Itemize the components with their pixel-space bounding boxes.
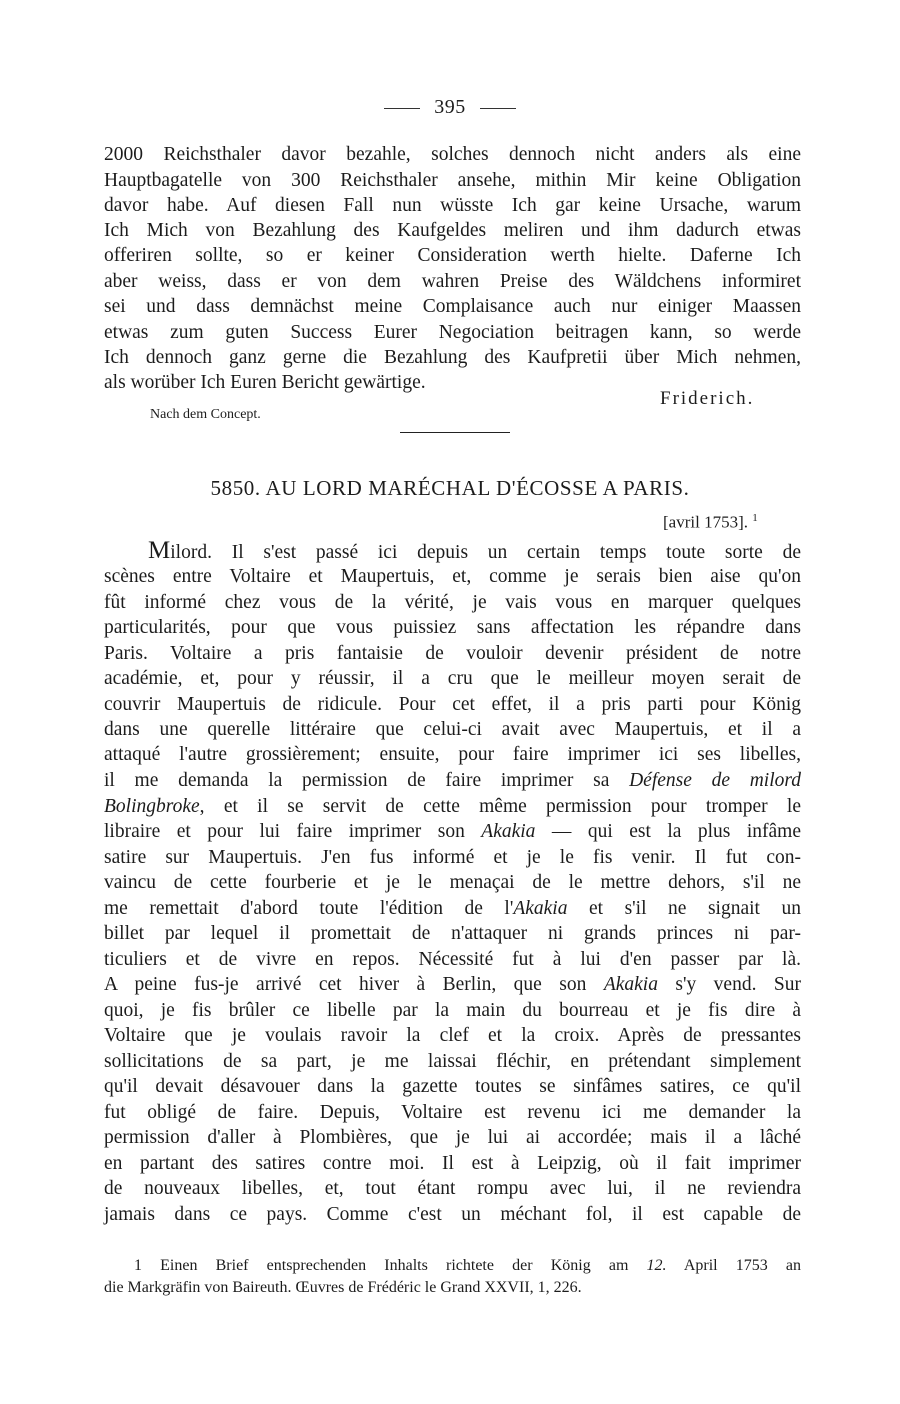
text-line: dans une querelle littéraire que celui-ci avait avec Maupertuis, et il a (104, 719, 801, 740)
text-line: Hauptbagatelle von 300 Reichsthaler ansehe, mithin Mir keine Obligation (104, 170, 801, 191)
text-span: , et il se servit de cette même permission pour tromper le (199, 796, 801, 817)
text-line: sei und dass demnächst meine Complaisance auch nur einiger Maassen (104, 296, 801, 317)
footnote-line: die Markgräfin von Baireuth. Œuvres de Frédéric le Grand XXVII, 1, 226. (104, 1279, 582, 1296)
text-line: satire sur Maupertuis. J'en fus informé et je le fis venir. Il fut con- (104, 847, 801, 868)
title-italic: Bolingbroke (104, 796, 200, 817)
text-line: vaincu de cette fourberie et je le menaçai de le mettre dehors, s'il ne (104, 872, 801, 893)
text-line: qu'il devait désavouer dans la gazette toutes se sinfâmes satires, ce qu'il (104, 1076, 801, 1097)
title-italic: Akakia (481, 821, 536, 842)
text-line: Ich dennoch ganz gerne die Bezahlung des Kaufpretii über Mich nehmen, (104, 347, 801, 368)
text-line: fut obligé de faire. Depuis, Voltaire est revenu ici me demander la (104, 1102, 801, 1123)
text-line: als worüber Ich Euren Bericht gewärtige. (104, 372, 426, 393)
text-line (148, 539, 801, 565)
text-line: en partant des satires contre moi. Il est à Leipzig, où il fait imprimer (104, 1153, 801, 1174)
title-italic: Défense de milord (629, 770, 802, 791)
text-span: 1 Einen Brief entsprechenden Inhalts richtete der König am (134, 1257, 647, 1274)
footnote-line (104, 1256, 801, 1276)
text-line: de nouveaux libelles, et, tout étant rompu avec lui, il ne reviendra (104, 1178, 801, 1199)
text-line: académie, et, pour y réussir, il a cru que le meilleur moyen serait de (104, 668, 801, 689)
text-line: fût informé chez vous de la vérité, je vais vous en marquer quelques (104, 592, 801, 613)
title-italic: Akakia (513, 898, 568, 919)
section-divider (400, 432, 510, 433)
text-span: s'y vend. Sur (657, 974, 801, 995)
text-line (104, 973, 801, 997)
text-line: Voltaire que je voulais ravoir la clef et la croix. Après de pressantes (104, 1025, 801, 1046)
text-span: libraire et pour lui faire imprimer son (104, 821, 482, 842)
page-number: 395 (434, 96, 466, 118)
title-italic: Akakia (603, 974, 658, 995)
text-line: jamais dans ce pays. Comme c'est un méchant fol, il est capable de (104, 1204, 801, 1225)
salutation-initial: M (148, 537, 171, 564)
text-line: quoi, je fis brûler ce libelle par la main du bourreau et je fis dire à (104, 1000, 801, 1021)
text-line: scènes entre Voltaire et Maupertuis, et, comme je serais bien aise qu'on (104, 566, 801, 587)
text-line: couvrir Maupertuis de ridicule. Pour cet effet, il a pris parti pour König (104, 694, 801, 715)
header-dash-right (480, 108, 516, 109)
text-line: Paris. Voltaire a pris fantaisie de vouloir devenir président de notre (104, 643, 801, 664)
text-span: et s'il ne signait un (567, 898, 801, 919)
text-line: attaqué l'autre grossièrement; ensuite, pour faire imprimer ici ses libelles, (104, 744, 801, 765)
text-span: ilord. Il s'est passé ici depuis un certain temps toute sorte de (170, 542, 801, 563)
text-line (104, 795, 801, 819)
page-header (0, 96, 900, 119)
text-line: etwas zum guten Success Eurer Negociation beitragen kann, so werde (104, 322, 801, 343)
header-dash-left (384, 108, 420, 109)
text-line (104, 897, 801, 921)
signature: Friderich. (660, 388, 755, 409)
text-line: davor habe. Auf diesen Fall nun wüsste Ich gar keine Ursache, warum (104, 195, 801, 216)
text-span: April 1753 an (666, 1257, 801, 1274)
letter-date (663, 512, 758, 533)
text-span: A peine fus-je arrivé cet hiver à Berlin, que son (104, 974, 604, 995)
text-span: 12. (646, 1257, 667, 1274)
text-span: — qui est la plus infâme (535, 821, 801, 842)
text-line: offeriren sollte, so er keiner Consideration werth hielte. Daferne Ich (104, 245, 801, 266)
text-line: sollicitations de sa part, je me laissai fléchir, en prétendant simplement (104, 1051, 801, 1072)
text-span: me remettait d'abord toute l'édition de l' (104, 898, 514, 919)
text-line: ticuliers et de vivre en repos. Nécessité fut à lui d'en passer par là. (104, 949, 801, 970)
source-note: Nach dem Concept. (150, 407, 261, 422)
text-line: 2000 Reichsthaler davor bezahle, solches dennoch nicht anders als eine (104, 144, 801, 165)
text-line: aber weiss, dass er von dem wahren Preise des Wäldchens informiret (104, 271, 801, 292)
footnote-ref: 1 (752, 512, 758, 524)
text-span: il me demanda la permission de faire imprimer sa (104, 770, 630, 791)
text-line (104, 769, 801, 793)
text-line: permission d'aller à Plombières, que je lui ai accordée; mais il a lâché (104, 1127, 801, 1148)
letter-heading: 5850. AU LORD MARÉCHAL D'ÉCOSSE A PARIS. (210, 476, 690, 500)
text-line: billet par lequel il promettait de n'attaquer ni grands princes ni par- (104, 923, 801, 944)
text-line: particularités, pour que vous puissiez sans affectation les répandre dans (104, 617, 801, 638)
text-line (104, 820, 801, 844)
text-line: Ich Mich von Bezahlung des Kaufgeldes meliren und ihm dadurch etwas (104, 220, 801, 241)
date-text: [avril 1753]. (663, 512, 748, 532)
